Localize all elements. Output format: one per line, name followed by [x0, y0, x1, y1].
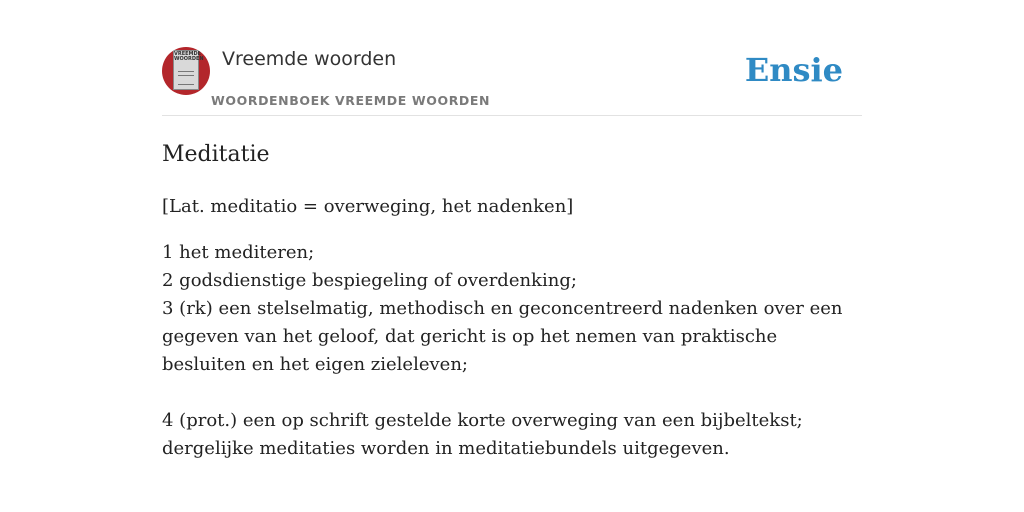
- entry-definitions: [162, 239, 862, 463]
- entry-term: Meditatie: [162, 142, 270, 167]
- definition-item: 3 (rk) een stelselmatig, methodisch en geconcentreerd nadenken over een gegeven van het geloof, dat gericht is op het nemen van praktische besluiten en het eigen zieleleven;: [162, 298, 843, 375]
- site-header: [162, 45, 862, 116]
- dictionary-title-link[interactable]: Vreemde woorden: [222, 48, 397, 70]
- dictionary-subtitle: WOORDENBOEK VREEMDE WOORDEN: [211, 93, 491, 108]
- ensie-logo-link[interactable]: Ensie: [744, 51, 843, 89]
- definition-spacer: [162, 379, 862, 407]
- definition-item: 1 het mediteren;: [162, 242, 315, 263]
- entry-etymology: [Lat. meditatio = overweging, het nadenken]: [162, 196, 574, 217]
- cover-line: [178, 84, 194, 85]
- definition-item: 4 (prot.) een op schrift gestelde korte overweging van een bijbeltekst; dergelijke meditaties worden in meditatiebundels uitgegeven.: [162, 410, 803, 459]
- definition-item: 2 godsdienstige bespiegeling of overdenking;: [162, 270, 577, 291]
- cover-line: [178, 75, 194, 76]
- book-cover-title: VREEMDE WOORDEN: [174, 51, 204, 62]
- cover-line: [178, 71, 194, 72]
- book-cover-icon: [173, 50, 204, 90]
- dictionary-cover-avatar[interactable]: [162, 47, 210, 95]
